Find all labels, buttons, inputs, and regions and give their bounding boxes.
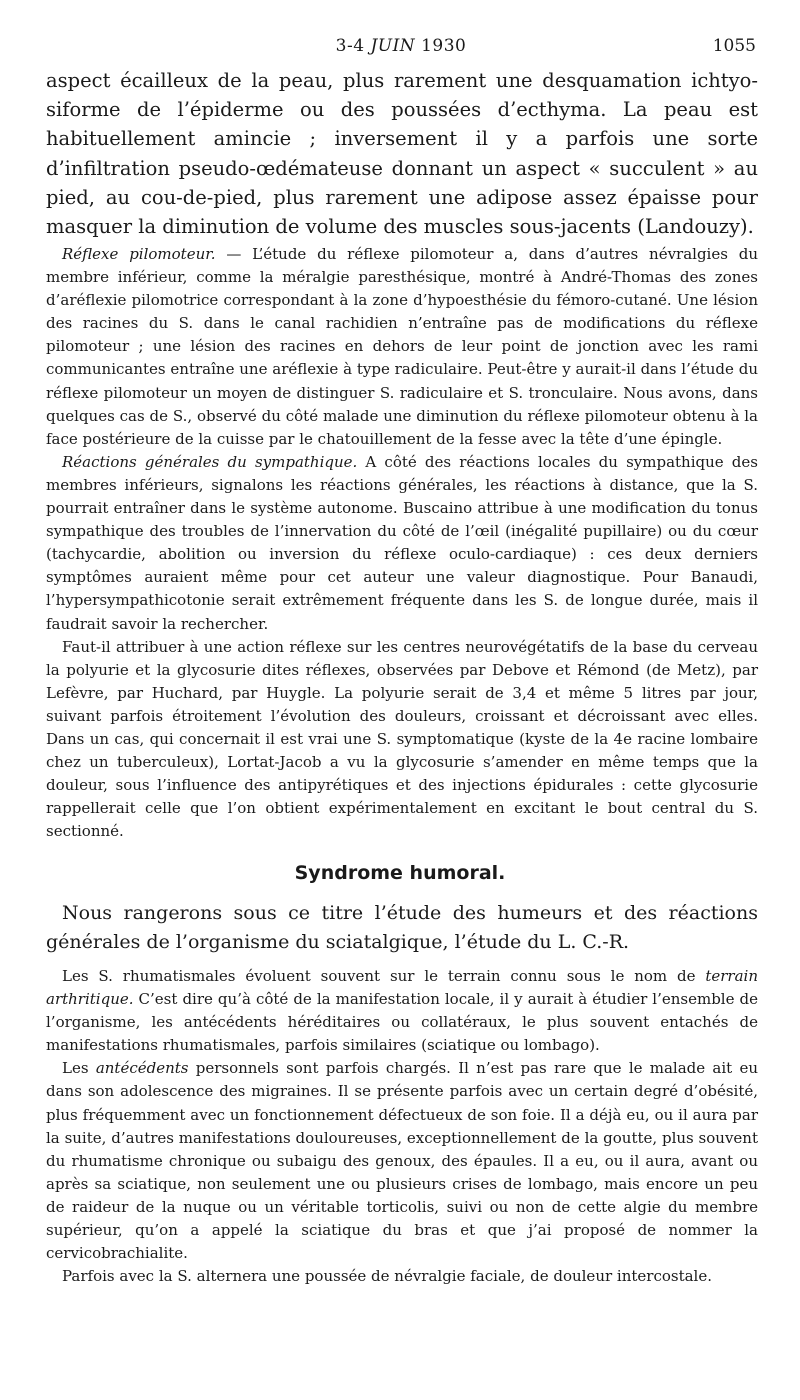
section-heading: Syndrome humoral. <box>294 862 506 884</box>
subtitle-reactions-generales: Réactions générales du sympathique. <box>62 452 358 471</box>
page-number: 1055 <box>712 36 756 56</box>
subtitle-reflexe-pilomoteur: Réflexe pilomoteur. <box>62 245 216 263</box>
term-antecedents: antécédents <box>95 1059 189 1078</box>
lead-paragraph: aspect écailleux de la peau, plus rarement une desquamation ichtyo-siforme de l’épiderme ou des poussées d’ecthyma. La peau est habituellement amincie ; inversement il y a parfois une sorte d’infiltration pseudo-œdémateuse donnant un aspect « succulent » au pied, au cou-de-pied, plus rarement une adipose assez épaisse pour masquer la diminution de volume des muscles sous-jacents (Landouzy). <box>46 69 758 239</box>
sympathetic-section <box>46 243 758 843</box>
running-header <box>46 36 756 60</box>
paragraph-reactions-generales: Réactions générales du sympathique. A côté des réactions locales du sympathique des membres inférieurs, signalons les réactions générales, les réactions à distance, que la S. pourrait entraîner dans le système autonome. Buscaino attribue à une modification du tonus sympathique des troubles de l’innervation du côté de l’œil (inégalité pupillaire) ou du cœur (tachycardie, abolition ou inversion du réflexe oculo-cardiaque) : ces deux derniers symptômes auraient même pour cet auteur une valeur diagnostique. Pour Banaudi, l’hypersympathicotonie serait extrêmement fréquente dans les S. de longue durée, mais il faudrait savoir la rechercher. <box>46 452 758 633</box>
paragraph-rhumatismales: Les S. rhumatismales évoluent souvent sur le terrain connu sous le nom de terrain arthritique. C’est dire qu’à côté de la manifestation locale, il y aurait à étudier l’ensemble de l’organisme, les antécédents héréditaires ou collatéraux, le plus souvent entachés de manifestations rhumatismales, parfois similaires (sciatique ou lombago). <box>46 967 758 1055</box>
paragraph-faut-il: Faut-il attribuer à une action réflexe sur les centres neurovégétatifs de la base du cerveau la polyurie et la glycosurie dites réflexes, observées par Debove et Rémond (de Metz), par Lefèvre, par Huchard, par Huygle. La polyurie serait de 3,4 et même 5 litres par jour, suivant parfois étroitement l’évolution des douleurs, croissant et décroissant avec elles. Dans un cas, qui concernait il est vrai une S. symptomatique (kyste de la 4e racine lombaire chez un tuberculeux), Lortat-Jacob a vu la glycosurie s’amender en même temps que la douleur, sous l’influence des antipyrétiques et des injections épidurales : cette glycosurie rappellerait celle que l’on obtient expérimentalement en excitant le bout central du S. sectionné. <box>46 637 758 841</box>
humoral-section <box>46 965 758 1288</box>
paragraph-parfois: Parfois avec la S. alternera une poussée de névralgie faciale, de douleur intercostale. <box>62 1267 712 1286</box>
paragraph-reflexe-pilomoteur: Réflexe pilomoteur. — L’étude du réflexe pilomoteur a, dans d’autres névralgies du membre inférieur, comme la méralgie paresthésique, montré à André-Thomas des zones d’aréflexie pilomotrice correspondant à la zone d’hypoesthésie du fémoro-cutané. Une lésion des racines du S. dans le canal rachidien n’entraîne pas de modifications du réflexe pilomoteur ; une lésion des racines en dehors de leur point de jonction avec les rami communicantes entraîne une aréflexie à type radiculaire. Peut-être y aurait-il dans l’étude du réflexe pilomoteur un moyen de distinguer S. radiculaire et S. tronculaire. Nous avons, dans quelques cas de S., observé du côté malade une diminution du réflexe pilomoteur obtenu à la face postérieure de la cuisse par le chatouillement de la fesse avec la tête d’une épingle. <box>46 245 758 448</box>
section-intro: Nous rangerons sous ce titre l’étude des humeurs et des réactions générales de l’organisme du sciatalgique, l’étude du L. C.-R. <box>46 902 758 953</box>
term-terrain-arthritique: terrain arthritique. <box>46 967 758 1009</box>
paragraph-antecedents: Les antécédents personnels sont parfois chargés. Il n’est pas rare que le malade ait eu dans son adolescence des migraines. Il se présente parfois avec un certain degré d’obésité, plus fréquemment avec un fonctionnement défectueux de son foie. Il a déjà eu, ou il aura par la suite, d’autres manifestations douloureuses, exceptionnellement de la goutte, plus souvent du rhumatisme chronique ou subaigu des genoux, des épaules. Il a eu, ou il aura, avant ou après sa sciatique, non seulement une ou plusieurs crises de lombago, mais encore un peu de raideur de la nuque ou un véritable torticolis, suivi ou non de cette algie du membre supérieur, qu’on a appelé la sciatique du bras et que j’ai proposé de nommer la cervicobrachialite. <box>46 1059 758 1263</box>
issue-date: 3-4 JUIN 1930 <box>335 36 467 56</box>
